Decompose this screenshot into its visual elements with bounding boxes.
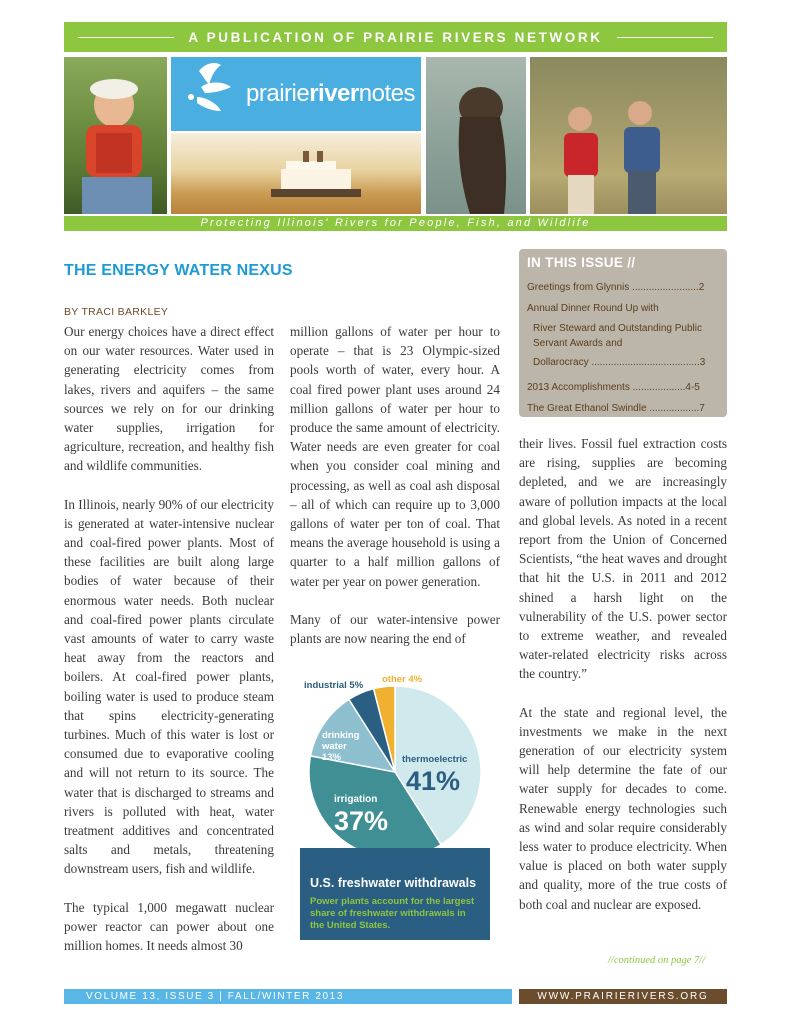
paragraph: Many of our water-intensive power plants are now nearing the end of [290,611,500,647]
photo-couple-walking [530,57,727,214]
article-column-2 [290,322,500,667]
chart-caption-box [300,848,490,940]
hands-icon [171,57,241,131]
toc-item[interactable]: River Steward and Outstanding Public Servant Awards and [533,323,702,349]
paragraph: million gallons of water per hour to operate – that is 23 Olympic-sized pools worth of water, every hour. A coal fired power plant uses around 24 million gallons of water per hour to produce the same amount of electricity. Water needs are even greater for coal when you consider coal mining and processing, as well as coal ash disposal – all of which can require up to 3,000 gallons of water per ton of coal. That means the average household is using a quarter to a half million gallons of water per year on power generation. [290,324,500,589]
label-drinking-water: drinking water 13% [322,730,360,763]
label-industrial: industrial 5% [304,680,364,691]
tagline-bar: Protecting Illinois' Rivers for People, Fish, and Wildlife [64,216,727,231]
logo-wordmark: prairierivernotes [246,80,415,107]
article-byline: BY TRACI BARKLEY [64,306,169,318]
paragraph: At the state and regional level, the investments we make in the next generation of our electricity system will help determine the fate of our water supply for decades to come. Renewable energy technologies such as wind and solar require considerably less water to produce electricity. When value is placed on both water supply and quality, more of the true costs of both coal and nuclear are exposed. [519,704,727,912]
article-headline: THE ENERGY WATER NEXUS [64,262,293,279]
photo-riverboat [171,133,421,214]
toc-item[interactable]: Dollarocracy .......................................3 [533,357,706,368]
publication-banner [64,22,727,52]
article-column-3 [519,434,727,933]
toc-item[interactable]: Greetings from Glynnis ........................2 [527,282,705,293]
chart-title: U.S. freshwater withdrawals [310,876,477,890]
label-irrigation: irrigation [334,794,378,805]
value-thermoelectric: 41% [406,766,461,796]
banner-rule-right [617,37,713,38]
toc-item[interactable]: Annual Dinner Round Up with [527,303,659,314]
paragraph: their lives. Fossil fuel extraction costs are rising, supplies are becoming depleted, and we are increasingly aware of pollution impacts at the local and global levels. As noted in a recent report from the Union of Concerned Scientists, “the heat waves and drought that hit the U.S. in 2011 and 2012 shined a harsh light on the vulnerability of the U.S. power sector to extreme weather, and revealed water-related electricity risks across the country.” [519,436,727,682]
publication-title: A PUBLICATION OF PRAIRIE RIVERS NETWORK [188,29,603,45]
photo-child-life-jacket [64,57,167,214]
paragraph: Our energy choices have a direct effect on our water resources. Water used in generating electricity comes from lakes, rivers and aquifers – the same sources we rely on for our drinking water supplies, irrigation for agriculture, recreation, and healthy fish and wildlife communities. [64,324,274,474]
continued-note[interactable]: //continued on page 7// [608,955,706,966]
toc-item[interactable]: The Great Ethanol Swindle ..................7 [527,403,705,414]
paragraph: The typical 1,000 megawatt nuclear power reactor can power about one million homes. It needs almost 30 [64,899,274,954]
footer-url[interactable]: WWW.PRAIRIERIVERS.ORG [519,989,727,1004]
pie-svg [290,670,500,870]
toc-heading: IN THIS ISSUE // [527,255,636,270]
photo-otter [426,57,526,214]
label-thermoelectric: thermoelectric [402,754,468,765]
article-column-1 [64,322,274,974]
in-this-issue-box [519,249,727,417]
chart-subtitle: Power plants account for the largest share of freshwater withdrawals in the United States. [310,896,475,931]
label-other: other 4% [382,674,423,685]
paragraph: In Illinois, nearly 90% of our electricity is generated at water-intensive nuclear and coal-fired power plants. Most of these facilities are built along large bodies of water because of their enormous water needs. Both nuclear and coal-fired power plants circulate vast amounts of water to carry waste heat away from the reactors and boilers. At coal-fired power plants, boiling water is used to produce steam that spins electricity-generating turbines. Much of this water is lost or consumed due to evaporative cooling and will not return to its source. The water that is discharged to streams and rivers is polluted with heat, water treatment additives and concentrated salts and metals, threatening downstream users, fish and wildlife. [64,496,274,877]
footer-issue: VOLUME 13, ISSUE 3 | FALL/WINTER 2013 [64,989,512,1004]
toc-item[interactable]: 2013 Accomplishments ...................4-5 [527,382,700,393]
value-irrigation: 37% [334,806,389,836]
banner-rule-left [78,37,174,38]
